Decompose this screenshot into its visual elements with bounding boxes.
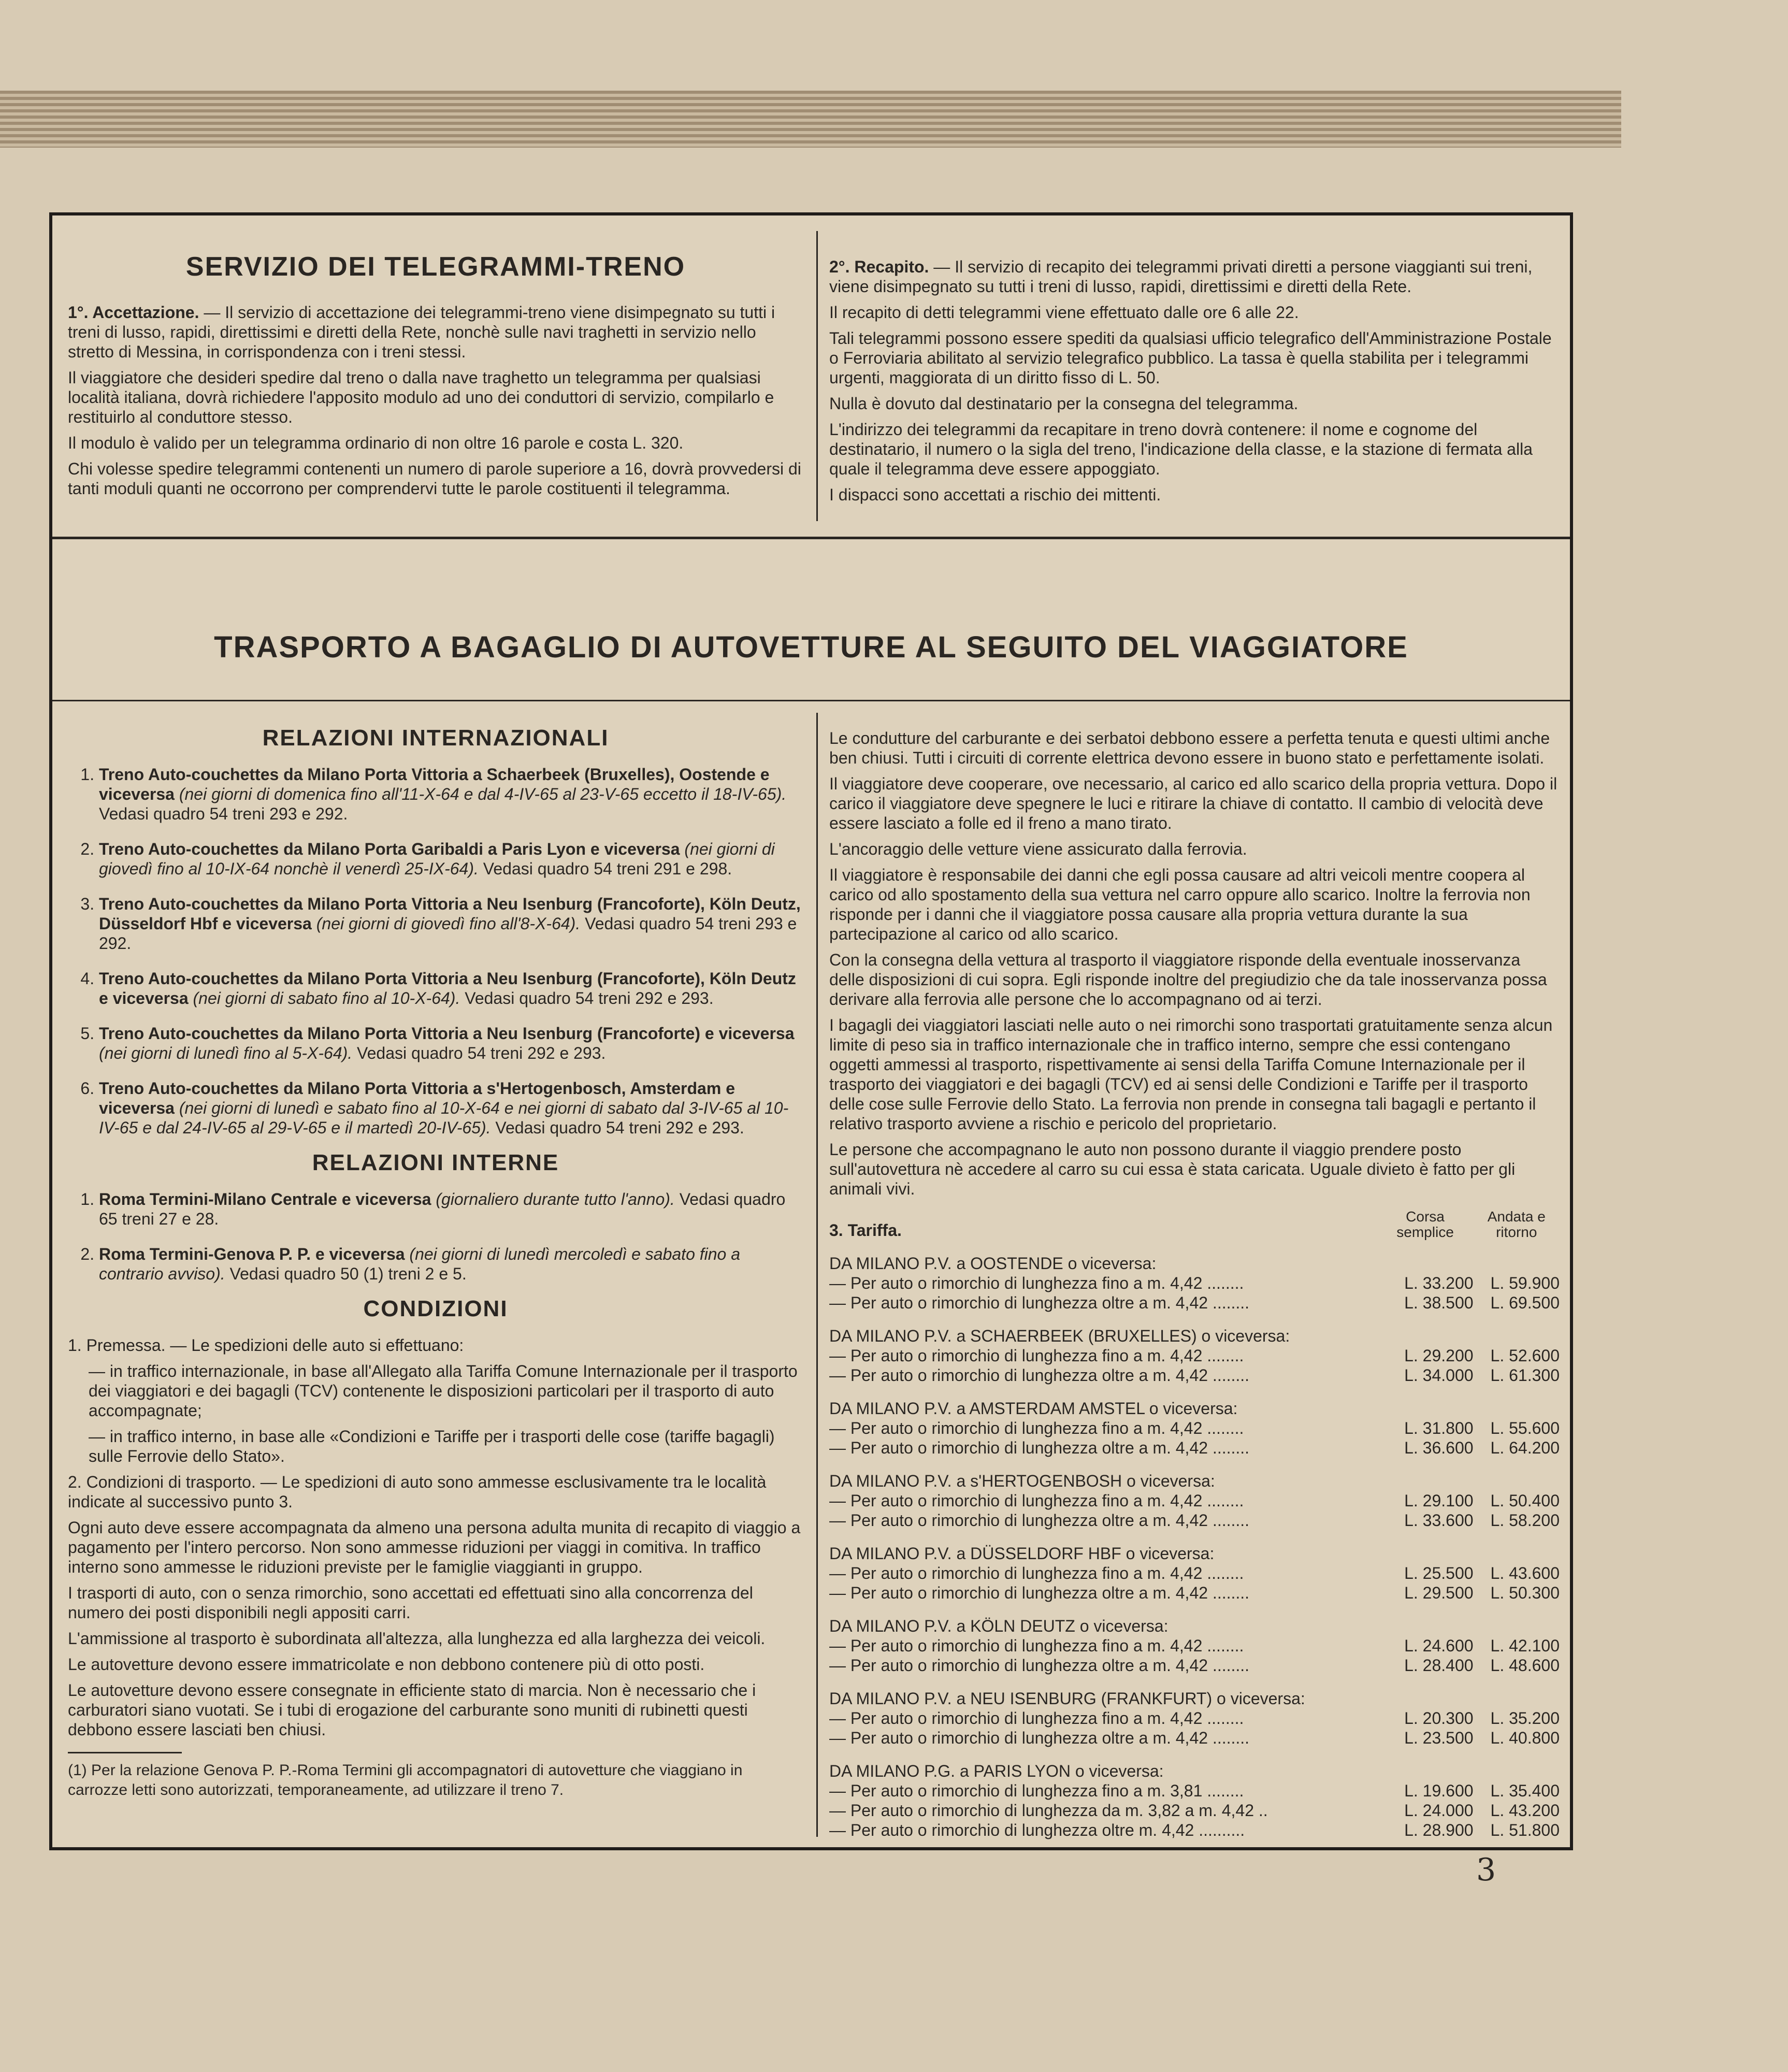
price-return: L. 50.400 [1490, 1491, 1560, 1510]
international-item: 6. Treno Auto-couchettes da Milano Porta Vittoria a s'Hertogenbosch, Amsterdam e viceversa (nei giorni di lunedì e sabato fino al 10-X-64 e nei giorni di sabato dal 3-IV-65 al 10-IV-65 e dal 24-IV-65 al 29-V-65 e il martedì 20-IV-65). Vedasi quadro 54 treni 292 e 293. [99, 1078, 803, 1138]
tariff-row [829, 1293, 1560, 1313]
international-item: 3. Treno Auto-couchettes da Milano Porta Vittoria a Neu Isenburg (Francoforte), Köln Deutz, Düsseldorf Hbf e viceversa (nei giorni di giovedì fino all'8-X-64). Vedasi quadro 54 treni 293 e 292. [99, 894, 803, 953]
international-title: RELAZIONI INTERNAZIONALI [262, 725, 609, 751]
telegrams-right-column [829, 257, 1554, 511]
price-return: L. 69.500 [1490, 1293, 1560, 1312]
tariff-row [829, 1563, 1560, 1583]
page-number: 3 [1476, 1852, 1496, 1888]
tariff-title: 3. Tariffa. [829, 1221, 902, 1240]
right-p2: Il viaggiatore deve cooperare, ove necessario, al carico ed allo scarico della propria vettura. Dopo il carico il viaggiatore deve spegnere le luci e ritirare la chiave di contatto. Il cambio di velocità deve essere lasciato a folle ed il freno a mano tirato. [829, 774, 1558, 832]
tariff-route: DA MILANO P.V. a NEU ISENBURG (FRANKFURT) o viceversa: [829, 1689, 1305, 1708]
domestic-item: 1. Roma Termini-Milano Centrale e viceversa (giornaliero durante tutto l'anno). Vedasi quadro 65 treni 27 e 28. [99, 1189, 803, 1229]
price-return: L. 35.400 [1490, 1781, 1560, 1800]
acceptance-heading: 1°. Accettazione. [68, 303, 199, 322]
price-single: L. 29.500 [1404, 1584, 1474, 1602]
acceptance-p2: Il viaggiatore che desideri spedire dal treno o dalla nave traghetto un telegramma per qualsiasi località italiana, dovrà richiedere l'apposito modulo ad uno dei conduttori di servizio, compilarlo e restituirlo al conduttore stesso. [68, 368, 774, 426]
tariff-description: — Per auto o rimorchio di lunghezza oltre m. 4,42 .......... [829, 1821, 1245, 1839]
price-single: L. 28.900 [1404, 1821, 1474, 1839]
tariff-row [829, 1708, 1560, 1728]
tariff-row [829, 1583, 1560, 1603]
transport-title: TRASPORTO A BAGAGLIO DI AUTOVETTURE AL SEGUITO DEL VIAGGIATORE [214, 630, 1408, 664]
tariff-row [829, 1438, 1560, 1458]
price-return: L. 40.800 [1490, 1729, 1560, 1747]
book-page-edges [0, 91, 1621, 148]
acceptance-p4: Chi volesse spedire telegrammi contenenti un numero di parole superiore a 16, dovrà provvedersi di tanti moduli quanti ne occorrono per comprendervi tutte le parole costituenti il telegramma. [68, 459, 801, 498]
price-return: L. 61.300 [1490, 1366, 1560, 1385]
price-single: L. 36.600 [1404, 1438, 1474, 1457]
tariff-row [829, 1820, 1560, 1840]
international-item: 4. Treno Auto-couchettes da Milano Porta Vittoria a Neu Isenburg (Francoforte), Köln Deutz e viceversa (nei giorni di sabato fino al 10-X-64). Vedasi quadro 54 treni 292 e 293. [99, 969, 803, 1008]
footnote: (1) Per la relazione Genova P. P.-Roma Termini gli accompagnatori di autovetture che viaggiano in carrozze letti sono autorizzati, temporaneamente, ad utilizzare il treno 7. [68, 1762, 743, 1798]
tariff-description: — Per auto o rimorchio di lunghezza fino a m. 4,42 ........ [829, 1491, 1244, 1510]
price-single: L. 38.500 [1404, 1293, 1474, 1312]
price-single: L. 33.200 [1404, 1274, 1474, 1292]
transport-left-column [68, 713, 803, 1806]
domestic-title: RELAZIONI INTERNE [312, 1150, 559, 1175]
tariff-description: — Per auto o rimorchio di lunghezza oltre a m. 4,42 ........ [829, 1511, 1250, 1530]
conditions-2d: Le autovetture devono essere immatricolate e non debbono contenere più di otto posti. [68, 1655, 705, 1674]
price-single: L. 29.200 [1404, 1346, 1474, 1365]
tariff-route: DA MILANO P.V. a s'HERTOGENBOSH o viceversa: [829, 1472, 1215, 1490]
tariff-route: DA MILANO P.V. a OOSTENDE o viceversa: [829, 1254, 1157, 1273]
right-p4: Il viaggiatore è responsabile dei danni che egli possa causare ad altri veicoli mentre coopera al carico od allo spostamento della sua vettura nel carro oppure allo scarico. Inoltre la ferrovia non risponde per i danni che il viaggiatore possa causare alla propria vettura durante la sua partecipazione al carico od allo scarico. [829, 866, 1531, 943]
domestic-item: 2. Roma Termini-Genova P. P. e viceversa (nei giorni di lunedì mercoledì e sabato fino a contrario avviso). Vedasi quadro 50 (1) treni 2 e 5. [99, 1244, 803, 1284]
conditions-2c: L'ammissione al trasporto è subordinata all'altezza, alla lunghezza ed alla larghezza dei veicoli. [68, 1629, 766, 1648]
price-single: L. 29.100 [1404, 1491, 1474, 1510]
tariff-route: DA MILANO P.V. a KÖLN DEUTZ o viceversa: [829, 1617, 1169, 1635]
domestic-list [68, 1189, 803, 1284]
footnote-rule [68, 1752, 182, 1753]
conditions-title: CONDIZIONI [363, 1296, 508, 1321]
tariff-row [829, 1801, 1560, 1820]
price-single: L. 23.500 [1404, 1729, 1474, 1747]
price-return: L. 50.300 [1490, 1584, 1560, 1602]
tariff-description: — Per auto o rimorchio di lunghezza fino a m. 4,42 ........ [829, 1564, 1244, 1582]
delivery-p5: L'indirizzo dei telegrammi da recapitare in treno dovrà contenere: il nome e cognome del destinatario, il numero o la sigla del treno, l'indicazione della classe, e la stazione di fermata alla quale il telegramma deve essere appoggiato. [829, 420, 1533, 478]
tariff-row [829, 1510, 1560, 1530]
tariff-route: DA MILANO P.V. a SCHAERBEEK (BRUXELLES) o viceversa: [829, 1327, 1290, 1345]
delivery-p3: Tali telegrammi possono essere spediti da qualsiasi ufficio telegrafico dell'Amministrazione Postale o Ferroviaria abilitato al servizio telegrafico pubblico. La tassa è quella stabilita per i telegrammi urgenti, maggiorata di un diritto fisso di L. 50. [829, 329, 1552, 387]
column-header-single: Corsa semplice [1396, 1208, 1454, 1240]
tariff-route: DA MILANO P.G. a PARIS LYON o viceversa: [829, 1762, 1164, 1780]
delivery-heading: 2°. Recapito. [829, 257, 929, 276]
tariff-description: — Per auto o rimorchio di lunghezza oltre a m. 4,42 ........ [829, 1729, 1250, 1747]
tariff-row [829, 1781, 1560, 1801]
international-item: 1. Treno Auto-couchettes da Milano Porta Vittoria a Schaerbeek (Bruxelles), Oostende e viceversa (nei giorni di domenica fino all'11-X-64 e dal 4-IV-65 al 23-V-65 eccetto il 18-IV-65). Vedasi quadro 54 treni 293 e 292. [99, 765, 803, 824]
tariff-row [829, 1273, 1560, 1293]
price-single: L. 24.000 [1404, 1801, 1474, 1820]
price-return: L. 51.800 [1490, 1821, 1560, 1839]
right-p3: L'ancoraggio delle vetture viene assicurato dalla ferrovia. [829, 840, 1247, 858]
tariff-description: — Per auto o rimorchio di lunghezza oltre a m. 4,42 ........ [829, 1366, 1250, 1385]
price-single: L. 25.500 [1404, 1564, 1474, 1582]
column-divider-top [816, 231, 818, 521]
content-frame [49, 212, 1573, 1850]
international-item: 5. Treno Auto-couchettes da Milano Porta Vittoria a Neu Isenburg (Francoforte) e viceversa (nei giorni di lunedì fino al 5-X-64). Vedasi quadro 54 treni 292 e 293. [99, 1024, 803, 1063]
price-return: L. 59.900 [1490, 1274, 1560, 1292]
price-single: L. 33.600 [1404, 1511, 1474, 1530]
price-return: L. 43.200 [1490, 1801, 1560, 1820]
conditions-2: 2. Condizioni di trasporto. — Le spedizioni di auto sono ammesse esclusivamente tra le località indicate al successivo punto 3. [68, 1473, 767, 1511]
price-return: L. 58.200 [1490, 1511, 1560, 1530]
column-divider-bottom [816, 713, 818, 1837]
transport-right-column [829, 728, 1560, 1840]
delivery-p2: Il recapito di detti telegrammi viene effettuato dalle ore 6 alle 22. [829, 303, 1299, 322]
tariff-row [829, 1365, 1560, 1385]
price-return: L. 43.600 [1490, 1564, 1560, 1582]
telegrams-left-column [68, 231, 803, 505]
right-p5: Con la consegna della vettura al trasporto il viaggiatore risponde della eventuale inosservanza delle disposizioni di cui sopra. Egli risponde inoltre del pregiudizio che da tale inosservanza possa derivare alla ferrovia alle persone che lo accompagnano od ai terzi. [829, 951, 1547, 1009]
tariff-description: — Per auto o rimorchio di lunghezza oltre a m. 4,42 ........ [829, 1438, 1250, 1457]
price-return: L. 55.600 [1490, 1419, 1560, 1437]
price-single: L. 24.600 [1404, 1636, 1474, 1655]
price-single: L. 20.300 [1404, 1709, 1474, 1728]
tariff-row [829, 1728, 1560, 1748]
tariff-row [829, 1636, 1560, 1656]
price-single: L. 28.400 [1404, 1656, 1474, 1675]
tariff-list [829, 1254, 1560, 1840]
tariff-row [829, 1491, 1560, 1510]
price-single: L. 31.800 [1404, 1419, 1474, 1437]
international-item: 2. Treno Auto-couchettes da Milano Porta Garibaldi a Paris Lyon e viceversa (nei giorni di giovedì fino al 10-IX-64 nonchè il venerdì 25-IX-64). Vedasi quadro 54 treni 291 e 298. [99, 839, 803, 879]
right-p6: I bagagli dei viaggiatori lasciati nelle auto o nei rimorchi sono trasportati gratuitamente senza alcun limite di peso sia in traffico internazionale che in traffico interno, sempre che essi contengano oggetti ammessi al trasporto, rispettivamente ai sensi della Tariffa Comune Internazionale per il trasporto dei viaggiatori e dei bagagli (TCV) ed ai sensi delle Condizioni e Tariffe per il trasporto delle cose sulle Ferrovie dello Stato. La ferrovia non prende in consegna tali bagagli e pertanto il relativo trasporto avviene a rischio e pericolo del proprietario. [829, 1016, 1553, 1133]
conditions-1b: — in traffico interno, in base alle «Condizioni e Tariffe per i trasporti delle cose (tariffe bagagli) sulle Ferrovie dello Stato». [89, 1427, 775, 1465]
tariff-row [829, 1656, 1560, 1675]
tariff-route: DA MILANO P.V. a AMSTERDAM AMSTEL o viceversa: [829, 1399, 1238, 1418]
tariff-description: — Per auto o rimorchio di lunghezza da m. 3,82 a m. 4,42 .. [829, 1801, 1268, 1820]
tariff-description: — Per auto o rimorchio di lunghezza fino a m. 4,42 ........ [829, 1636, 1244, 1655]
tariff-description: — Per auto o rimorchio di lunghezza oltre a m. 4,42 ........ [829, 1293, 1250, 1312]
price-single: L. 34.000 [1404, 1366, 1474, 1385]
tariff-route: DA MILANO P.V. a DÜSSELDORF HBF o viceversa: [829, 1544, 1215, 1563]
tariff-description: — Per auto o rimorchio di lunghezza fino a m. 4,42 ........ [829, 1709, 1244, 1728]
delivery-text: — Il servizio di recapito dei telegrammi privati diretti a persone viaggianti sui treni, viene disimpegnato su tutti i treni di lusso, rapidi, direttissimi e diretti della Rete. [829, 257, 1533, 296]
divider-1 [52, 537, 1570, 539]
conditions-1a: — in traffico internazionale, in base all'Allegato alla Tariffa Comune Internazionale per il trasporto dei viaggiatori e dei bagagli (TCV) contenente le disposizioni particolari per il trasporto di auto accompagnate; [89, 1362, 798, 1420]
conditions-2b: I trasporti di auto, con o senza rimorchio, sono accettati ed effettuati sino alla concorrenza del numero dei posti disponibili negli appositi carri. [68, 1584, 753, 1622]
tariff-row [829, 1346, 1560, 1365]
tariff-description: — Per auto o rimorchio di lunghezza fino a m. 3,81 ........ [829, 1781, 1244, 1800]
telegrams-title: SERVIZIO DEI TELEGRAMMI-TRENO [185, 252, 686, 282]
delivery-p6: I dispacci sono accettati a rischio dei mittenti. [829, 485, 1161, 504]
price-return: L. 48.600 [1490, 1656, 1560, 1675]
divider-2 [52, 700, 1570, 701]
conditions-2a: Ogni auto deve essere accompagnata da almeno una persona adulta munita di recapito di viaggio a pagamento per l'intero percorso. Non sono ammesse riduzioni per viaggi in comitiva. In traffico interno sono ammesse le riduzioni previste per le famiglie viaggianti in gruppo. [68, 1518, 801, 1576]
conditions-1: 1. Premessa. — Le spedizioni delle auto si effettuano: [68, 1336, 464, 1355]
tariff-description: — Per auto o rimorchio di lunghezza oltre a m. 4,42 ........ [829, 1656, 1250, 1675]
price-return: L. 64.200 [1490, 1438, 1560, 1457]
column-header-return: Andata e ritorno [1487, 1208, 1546, 1240]
tariff-description: — Per auto o rimorchio di lunghezza fino a m. 4,42 ........ [829, 1274, 1244, 1292]
price-return: L. 42.100 [1490, 1636, 1560, 1655]
tariff-header [829, 1209, 1560, 1240]
conditions-2e: Le autovetture devono essere consegnate in efficiente stato di marcia. Non è necessario che i carburatori siano vuotati. Se i tubi di erogazione del carburante sono muniti di rubinetti questi debbono essere lasciati ben chiusi. [68, 1681, 756, 1739]
tariff-row [829, 1418, 1560, 1438]
tariff-description: — Per auto o rimorchio di lunghezza oltre a m. 4,42 ........ [829, 1584, 1250, 1602]
price-return: L. 35.200 [1490, 1709, 1560, 1728]
delivery-p4: Nulla è dovuto dal destinatario per la consegna del telegramma. [829, 394, 1299, 413]
international-list [68, 765, 803, 1138]
tariff-description: — Per auto o rimorchio di lunghezza fino a m. 4,42 ........ [829, 1419, 1244, 1437]
acceptance-p3: Il modulo è valido per un telegramma ordinario di non oltre 16 parole e costa L. 320. [68, 434, 684, 452]
tariff-description: — Per auto o rimorchio di lunghezza fino a m. 4,42 ........ [829, 1346, 1244, 1365]
acceptance-text: — Il servizio di accettazione dei telegrammi-treno viene disimpegnato su tutti i treni di lusso, rapidi, direttissimi e diretti della Rete, nonchè sulle navi traghetti in servizio nello stretto di Messina, in corrispondenza con i treni stessi. [68, 303, 775, 361]
price-single: L. 19.600 [1404, 1781, 1474, 1800]
price-return: L. 52.600 [1490, 1346, 1560, 1365]
right-p1: Le condutture del carburante e dei serbatoi debbono essere a perfetta tenuta e questi ultimi anche ben chiusi. Tutti i circuiti di corrente elettrica devono essere in buono stato e perfettamente isolati. [829, 729, 1550, 767]
right-p7: Le persone che accompagnano le auto non possono durante il viaggio prendere posto sull'autovettura nè accedere al carro su cui essa è stata caricata. Uguale divieto è fatto per gli animali vivi. [829, 1140, 1516, 1198]
